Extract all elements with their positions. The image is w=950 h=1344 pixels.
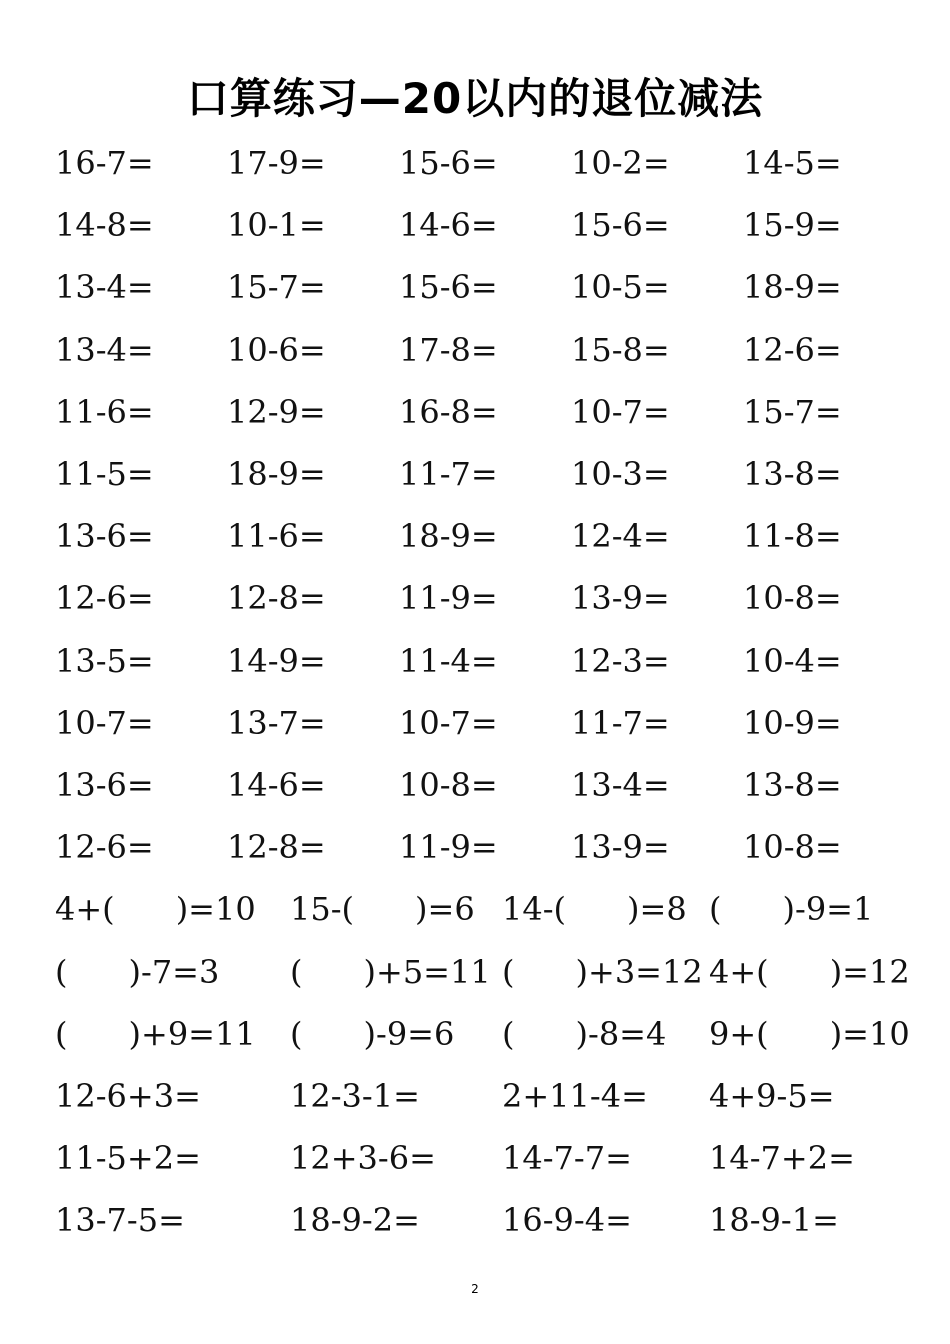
blank-problem: ( )+5=11 (290, 952, 491, 991)
mixed-problem: 14-7-7= (502, 1139, 632, 1178)
subtraction-problem: 15-7= (743, 392, 842, 431)
subtraction-problem: 16-7= (55, 144, 154, 182)
subtraction-problem: 10-8= (743, 579, 842, 618)
subtraction-problem: 14-9= (227, 641, 326, 680)
subtraction-problem: 15-8= (571, 330, 670, 369)
subtraction-problem: 15-6= (399, 144, 498, 182)
subtraction-problem: 12-8= (227, 828, 326, 867)
subtraction-row (0, 703, 950, 743)
subtraction-problem: 18-9= (227, 455, 326, 493)
subtraction-problem: 13-4= (55, 268, 154, 307)
subtraction-problem: 14-6= (227, 766, 326, 804)
subtraction-row (0, 392, 950, 432)
subtraction-problem: 12-6= (55, 579, 154, 618)
subtraction-problem: 11-8= (743, 517, 842, 556)
subtraction-row (0, 765, 950, 805)
blank-row (0, 1014, 950, 1054)
subtraction-problem: 15-6= (399, 268, 498, 307)
blank-row (0, 889, 950, 929)
mixed-problem: 18-9-2= (290, 1201, 420, 1240)
mixed-row (0, 1138, 950, 1178)
subtraction-problem: 10-7= (55, 703, 154, 742)
subtraction-row (0, 143, 950, 183)
mixed-problem: 12-6+3= (55, 1077, 201, 1115)
page-title: 口算练习—20以内的退位减法 (186, 74, 764, 123)
subtraction-problem: 11-5= (55, 455, 154, 493)
subtraction-problem: 13-7= (227, 703, 326, 742)
subtraction-row (0, 267, 950, 307)
mixed-problem: 13-7-5= (55, 1201, 185, 1240)
blank-problem: 15-( )=6 (290, 890, 475, 929)
subtraction-row (0, 578, 950, 618)
subtraction-problem: 13-4= (55, 330, 154, 369)
subtraction-problem: 12-9= (227, 392, 326, 431)
subtraction-problem: 15-7= (227, 268, 326, 307)
subtraction-problem: 11-7= (571, 703, 670, 742)
subtraction-problem: 11-4= (399, 641, 498, 680)
mixed-row (0, 1076, 950, 1116)
blank-problem: ( )-9=6 (290, 1014, 455, 1053)
blank-problem: 4+( )=10 (55, 890, 256, 929)
subtraction-problem: 10-1= (227, 206, 326, 245)
mixed-problem: 2+11-4= (502, 1077, 648, 1115)
subtraction-problem: 15-6= (571, 206, 670, 245)
subtraction-problem: 10-6= (227, 330, 326, 369)
subtraction-problem: 10-8= (743, 828, 842, 867)
subtraction-problem: 17-8= (399, 330, 498, 369)
subtraction-problem: 12-3= (571, 641, 670, 680)
subtraction-problem: 18-9= (399, 517, 498, 556)
subtraction-problem: 12-6= (55, 828, 154, 867)
blank-problem: 14-( )=8 (502, 890, 687, 929)
subtraction-problem: 16-8= (399, 392, 498, 431)
subtraction-problem: 13-4= (571, 766, 670, 804)
subtraction-problem: 18-9= (743, 268, 842, 307)
subtraction-problem: 11-7= (399, 455, 498, 493)
mixed-row (0, 1200, 950, 1240)
subtraction-problem: 13-6= (55, 766, 154, 804)
subtraction-problem: 10-2= (571, 144, 670, 182)
subtraction-problem: 13-8= (743, 766, 842, 804)
subtraction-row (0, 454, 950, 494)
subtraction-problem: 15-9= (743, 206, 842, 245)
subtraction-problem: 14-8= (55, 206, 154, 245)
subtraction-problem: 13-5= (55, 641, 154, 680)
subtraction-problem: 13-8= (743, 455, 842, 493)
blank-problem: ( )-8=4 (502, 1014, 667, 1053)
subtraction-row (0, 330, 950, 370)
subtraction-problem: 10-7= (571, 392, 670, 431)
blank-problem: ( )+9=11 (55, 1014, 256, 1053)
mixed-problem: 12+3-6= (290, 1139, 436, 1178)
subtraction-row (0, 641, 950, 681)
mixed-problem: 16-9-4= (502, 1201, 632, 1240)
subtraction-problem: 12-4= (571, 517, 670, 556)
subtraction-problem: 10-3= (571, 455, 670, 493)
blank-problem: 9+( )=10 (709, 1014, 910, 1053)
subtraction-problem: 13-9= (571, 828, 670, 867)
mixed-problem: 4+9-5= (709, 1077, 835, 1115)
subtraction-problem: 10-4= (743, 641, 842, 680)
subtraction-problem: 11-9= (399, 828, 498, 867)
subtraction-problem: 12-6= (743, 330, 842, 369)
page-number: 2 (471, 1282, 479, 1296)
subtraction-problem: 11-9= (399, 579, 498, 618)
mixed-problem: 14-7+2= (709, 1139, 855, 1178)
mixed-problem: 11-5+2= (55, 1139, 201, 1178)
subtraction-problem: 11-6= (227, 517, 326, 556)
blank-problem: 4+( )=12 (709, 952, 910, 991)
subtraction-problem: 13-9= (571, 579, 670, 618)
subtraction-row (0, 516, 950, 556)
subtraction-problem: 17-9= (227, 144, 326, 182)
subtraction-problem: 13-6= (55, 517, 154, 556)
subtraction-problem: 10-9= (743, 703, 842, 742)
subtraction-problem: 10-5= (571, 268, 670, 307)
mixed-problem: 12-3-1= (290, 1077, 420, 1115)
blank-problem: ( )-7=3 (55, 952, 220, 991)
subtraction-row (0, 827, 950, 867)
subtraction-problem: 14-5= (743, 144, 842, 182)
subtraction-problem: 14-6= (399, 206, 498, 245)
subtraction-problem: 10-7= (399, 703, 498, 742)
blank-problem: ( )+3=12 (502, 952, 703, 991)
subtraction-row (0, 205, 950, 245)
subtraction-problem: 11-6= (55, 392, 154, 431)
subtraction-problem: 10-8= (399, 766, 498, 804)
blank-row (0, 952, 950, 992)
subtraction-problem: 12-8= (227, 579, 326, 618)
mixed-problem: 18-9-1= (709, 1201, 839, 1240)
blank-problem: ( )-9=1 (709, 890, 874, 929)
